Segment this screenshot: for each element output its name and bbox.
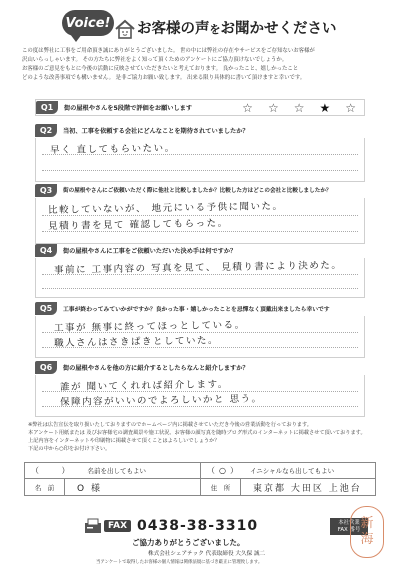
question-6 <box>35 359 365 417</box>
thanks-message: ご協力ありがとうございました。 <box>132 538 245 547</box>
star-icon[interactable]: ☆ <box>293 101 305 115</box>
consent-notes: ※弊社は広告宣伝を取り扱いたしておりますのでホームページ内に掲載させていただき今後の営業活動を行っております。 本アンケート用紙または 及びお客様宅の調査風景や施工状況、お客様の顔写真を随時ブログ形式のインターネットに掲載させて頂いております。 上記内容をインターネットや印刷物に掲載させて頂くことはよろしいでしょうか？ 下記の中から○印をお付け下さい。 <box>28 422 366 452</box>
page-title: お客様の声をお聞かせください <box>137 21 337 37</box>
star-icon[interactable]: ☆ <box>267 101 279 115</box>
fax-badge: FAX <box>104 520 131 532</box>
question-4 <box>35 242 365 298</box>
answer-box[interactable] <box>35 258 365 298</box>
question-number: Q2 <box>35 124 57 137</box>
fax-tag: 本社営業 FAX 番号 <box>330 518 368 535</box>
answer-text: 職人さんはさきぱきとしていた。 <box>53 335 220 349</box>
voice-badge: Voice! <box>62 10 114 36</box>
fax-number: 0438-38-3310 <box>137 518 259 534</box>
question-text: 街の屋根やさんにご依頼いただく際に他社と比較しましたか？比較した方はどこの会社と比較しましたか？ <box>63 188 332 194</box>
company-name: 株式会社シェアテック 代表取締役 大久保 誠二 <box>148 551 266 557</box>
name-field[interactable]: O 様 <box>65 479 201 495</box>
answer-text: 保障内容がいいのでよろしいかと 思う。 <box>59 393 263 408</box>
seal-stamp: 新 海 <box>350 506 384 558</box>
answer-text: 早く 直してもらいたい。 <box>49 142 176 156</box>
house-icon <box>114 18 136 40</box>
star-icon[interactable]: ★ <box>319 101 331 115</box>
customer-info-table <box>24 462 376 496</box>
question-1 <box>35 99 365 116</box>
star-icon[interactable]: ☆ <box>242 101 253 115</box>
question-number: Q5 <box>35 302 57 315</box>
consent-option-name[interactable]: （ ） 名前を出してもよい <box>25 463 201 478</box>
question-3 <box>35 182 365 244</box>
answer-box[interactable] <box>35 316 365 358</box>
answer-box[interactable] <box>35 198 365 244</box>
intro-text: この度は弊社に工事をご用命頂き誠にありがとうございました。 世の中には弊社の存在やサービスをご存知ないお客様が 沢山いらっしゃいます。 その方たちに弊社をよく知って頂くためのアンケートにご協力頂けないでしょうか。 お客様のご意見をもとに今後の活動に反映させていただきたいと考えております。 良かったこと、嬉しかったこと どのような改善事項でも構いません。 是非ご協力お願い致します。 出来る限り具体的に書いて頂けますと幸いです。 <box>22 48 315 81</box>
question-number: Q3 <box>35 184 57 197</box>
answer-text: 比較していないが、 地元にいる予供に聞いた。 <box>47 200 284 216</box>
question-number: Q1 <box>36 101 58 114</box>
star-rating[interactable] <box>242 101 356 115</box>
question-text: 当初、工事を依頼する会社にどんなことを期待されていましたか？ <box>63 127 249 135</box>
question-5 <box>35 300 365 358</box>
question-text: 街の屋根やさんに工事をご依頼いただいた決め手は何ですか？ <box>63 247 237 255</box>
answer-text: 事前に 工事内容の 写真を見て、 見積り書により決めた。 <box>53 259 343 276</box>
name-label: 名 前 <box>25 479 65 495</box>
question-number: Q4 <box>35 244 57 257</box>
address-field[interactable]: 東京都 大田区 上池台 <box>253 483 362 494</box>
question-text: 街の屋根やさんを5段階で評価をお願いします <box>64 105 193 112</box>
question-2 <box>35 122 365 182</box>
question-text: 街の屋根やさんを他の方に紹介するとしたらなんと紹介しますか？ <box>63 364 249 372</box>
star-icon[interactable]: ☆ <box>345 101 356 115</box>
answer-text: 見積り書を見て 確認してもらった。 <box>47 217 229 232</box>
answer-box[interactable] <box>35 375 365 417</box>
question-number: Q6 <box>35 361 57 374</box>
address-label: 住 所 <box>201 479 241 495</box>
answer-box[interactable] <box>35 138 365 182</box>
answer-text: 誰が 聞いてくれれば紹介します。 <box>59 379 229 393</box>
fax-number-row <box>104 516 319 536</box>
consent-option-initial[interactable]: （○） イニシャルなら出してもよい <box>207 466 335 475</box>
privacy-note: 当アンケートで取得したお客様の個人情報は関係法規に基づき厳正に管理致します。 <box>96 560 263 565</box>
question-text: 工事が終わってみていかがですか？良かった事・嬉しかったことを忌憚なく頂戴出来ましたら幸いです <box>63 306 330 313</box>
answer-text: 工事が 無事に終ってほっとしている。 <box>53 319 246 334</box>
fax-machine-icon <box>84 518 102 534</box>
